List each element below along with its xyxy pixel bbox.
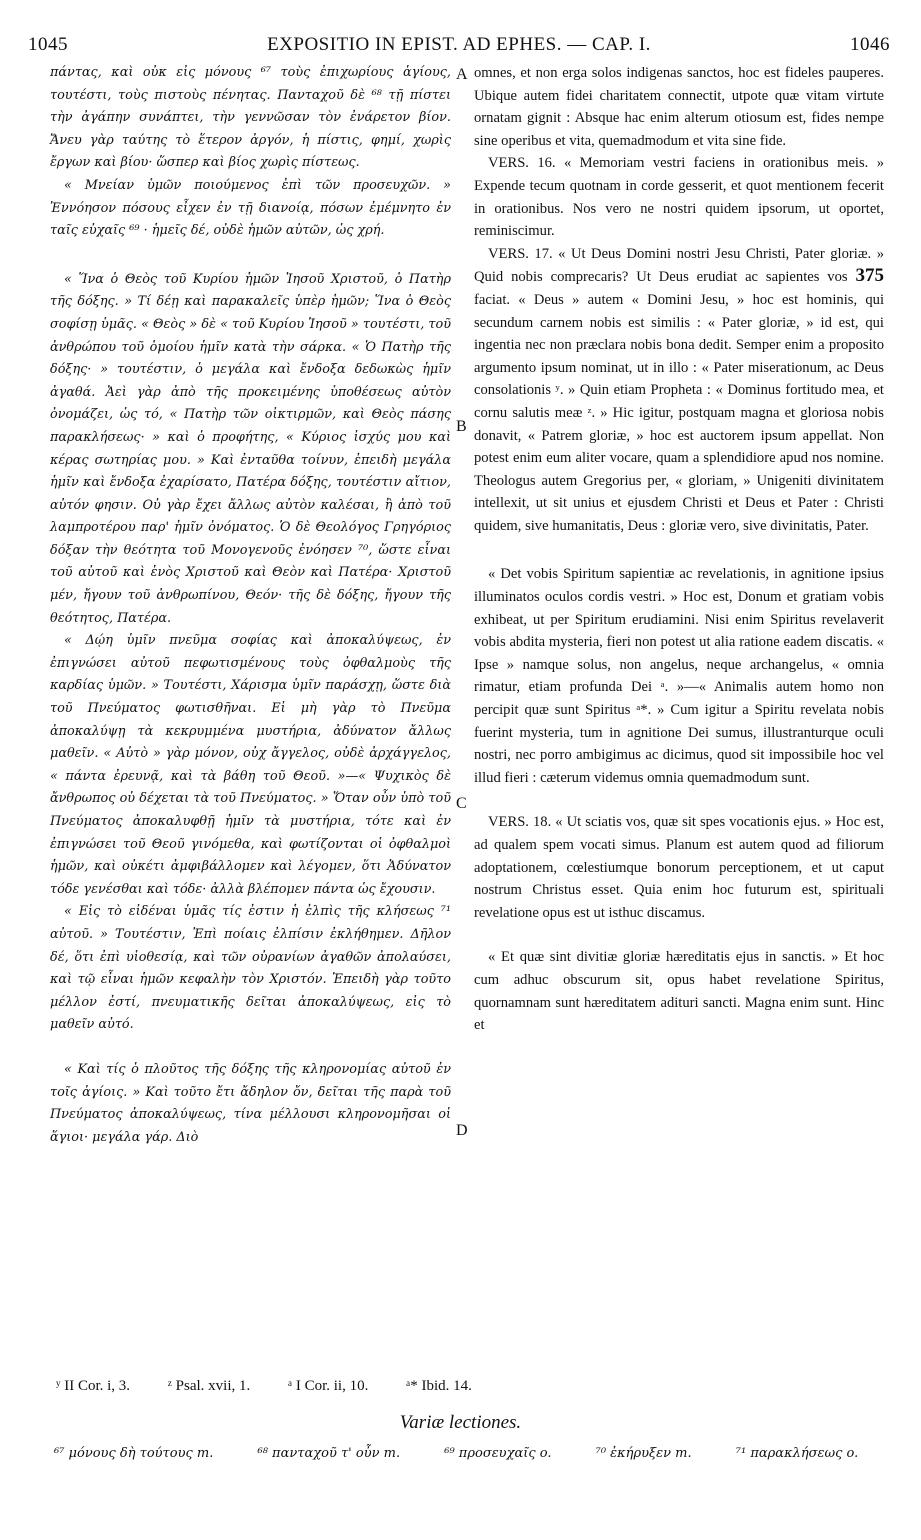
greek-paragraph: « Ἵνα ὁ Θεὸς τοῦ Κυρίου ἡμῶν Ἰησοῦ Χριστοῦ, ὁ Πατὴρ τῆς δόξης. » Τί δέῃ καὶ παρακαλεῖς ὑπὲρ ἡμῶν; Ἵνα ὁ Θεὸς σοφίσῃ ὑμᾶς. « Θεὸς » δὲ « τοῦ Κυρίου Ἰησοῦ » τουτέστι, τοῦ ἀνθρώπου τοῦ ὁμοίου ἡμῖν κατὰ τὴν σάρκα. « Ὁ Πατὴρ τῆς δόξης· » τουτέστιν, ὁ μεγάλα καὶ ἔνδοξα δεδωκὼς ἡμῖν ἀγαθά. Ἀεὶ γὰρ ἀπὸ τῆς προκειμένης ὑποθέσεως αὐτὸν ὀνομάζει, ὡς τό, « Πατὴρ τῶν οἰκτιρμῶν, καὶ Θεὸς πάσης παρακλήσεως· » καὶ ὁ προφήτης, « Κύριος ἰσχύς μου καὶ κέρας σωτηρίας μου. » Καὶ ἐνταῦθα τοίνυν, ἐπειδὴ μεγάλα ἡμῖν καὶ ἔνδοξα ἐχαρίσατο, Πατέρα δόξης, τουτέστιν αἴτιον, αὐτόν φησιν. Οὐ γὰρ ἔχει ἄλλως αὐτὸν καλέσαι, ἢ ἀπὸ τοῦ λαμπροτέρου παρ' ἡμῖν ὀνόματος. Ὁ δὲ Θεολόγος Γρηγόριος δόξαν τὴν θεότητα τοῦ Μονογενοῦς ἐνόησεν ⁷⁰, ὥστε εἶναι τοῦ αὐτοῦ καὶ ἑνὸς Χριστοῦ καὶ Θεὸν καὶ Πατέρα· Χριστοῦ μέν, ἤγουν τοῦ ἀνθρωπίνου, Θεόν· τῆς δὲ δόξης, ἤγουν τῆς θεότητος, Πατέρα.: [50, 271, 451, 626]
latin-text: VERS. 17. « Ut Deus Domini nostri Jesu Christi, Pater gloriæ. » Quid nobis comprecaris? Ut Deus erudiat ac sapientes vos: [474, 245, 884, 286]
page-number-right: 1046: [850, 34, 890, 55]
running-title: EXPOSITIO IN EPIST. AD EPHES. — CAP. I.: [267, 34, 651, 55]
margin-marker-b: B: [456, 418, 467, 435]
latin-column: [474, 62, 884, 1037]
variant-readings: [54, 1446, 904, 1461]
footnotes: [56, 1378, 896, 1395]
latin-paragraph: VERS. 16. « Memoriam vestri faciens in orationibus meis. » Expende tecum quotnam in corde gesserit, et quot mentionem fecerit in orationibus. Nos vero ne nostri quidem ipsorum, ut oportet, reminiscimur.: [474, 155, 884, 240]
variant-reading: ⁶⁹ προσευχαῖς o.: [444, 1446, 552, 1461]
greek-paragraph: « Εἰς τὸ εἰδέναι ὑμᾶς τίς ἐστιν ἡ ἐλπὶς τῆς κλήσεως ⁷¹ αὐτοῦ. » Τουτέστιν, Ἐπὶ ποίαις ἐλπίσιν ἐκλήθημεν. Δῆλον δέ, ὅτι ἐπὶ υἱοθεσίᾳ, καὶ τῶν οὐρανίων ἀγαθῶν ἀπολαύσει, καὶ τῷ εἶναι ἡμῶν κεφαλὴν τὸν Χριστόν. Ἐπειδὴ γὰρ τοῦτο μέλλον ἐστί, πνευματικῆς δεῖται ἀποκαλύψεως, εἰς τὸ μαθεῖν αὐτό.: [50, 904, 451, 1033]
greek-paragraph: « Δῴη ὑμῖν πνεῦμα σοφίας καὶ ἀποκαλύψεως, ἐν ἐπιγνώσει αὐτοῦ πεφωτισμένους τοὺς ὀφθαλμοὺς τῆς καρδίας ὑμῶν. » Τουτέστι, Χάρισμα ὑμῖν παράσχῃ, ὥστε διὰ τοῦ Πνεύματος φωτισθῆναι. Εἰ μὴ γὰρ τὸ Πνεῦμα ἀποκαλύψῃ τὰ κεκρυμμένα μυστήρια, ἀδύνατον ἄλλως μαθεῖν. « Αὐτὸ » γὰρ μόνον, οὐχ ἄγγελος, οὐδὲ ἀρχάγγελος, « πάντα ἐρευνᾷ, καὶ τὰ βάθη τοῦ Θεοῦ. »—« Ψυχικὸς δὲ ἄνθρωπος οὐ δέχεται τὰ τοῦ Πνεύματος. » Ὅταν οὖν ὑπὸ τοῦ Πνεύματος ἀποκαλυφθῇ ἡμῖν τὰ μυστήρια, τότε καὶ ἐν ἐπιγνώσει τοῦ Θεοῦ γινόμεθα, καὶ φωτίζονται οἱ ὀφθαλμοὶ ἡμῶν, καὶ οὐκέτι ἀμφιβάλλομεν καὶ λέγομεν, ὅτι Ἀδύνατον τόδε γενέσθαι καὶ τόδε· ἀλλὰ βλέπομεν πάντα ὡς ἔχουσιν.: [50, 633, 451, 897]
variant-reading: ⁶⁸ πανταχοῦ τ' οὖν m.: [257, 1446, 401, 1461]
greek-paragraph: « Μνείαν ὑμῶν ποιούμενος ἐπὶ τῶν προσευχῶν. » Ἐννόησον πόσους εἶχεν ἐν τῇ διανοίᾳ, πόσων ἐμέμνητο ἐν ταῖς εὐχαῖς ⁶⁹ · ἡμεῖς δέ, οὐδὲ ἡμῶν αὐτῶν, ὡς χρή.: [50, 177, 451, 239]
latin-paragraph: VERS. 18. « Ut sciatis vos, quæ sit spes vocationis ejus. » Hoc est, ad qualem spem vocati simus. Planum est autem quod ad filiorum adoptationem, cœlestiumque bonorum perceptionem, et ut caput nostrum Christus esset. Quia enim hoc futurum est, spirituali revelatione opus est ut isthuc discamus.: [474, 814, 884, 921]
variant-reading: ⁷⁰ ἐκήρυξεν m.: [595, 1446, 692, 1461]
footnote: ᵃ* Ibid. 14.: [406, 1378, 472, 1394]
latin-paragraph: [474, 243, 884, 538]
margin-marker-d: D: [456, 1122, 468, 1139]
variae-lectiones-heading: Variæ lectiones.: [399, 1412, 522, 1433]
footnote: ʸ II Cor. i, 3.: [56, 1378, 131, 1394]
variant-reading: ⁶⁷ μόνους δὴ τούτους m.: [54, 1446, 214, 1461]
running-header: [28, 34, 890, 60]
footnote: ᶻ Psal. xvii, 1.: [167, 1378, 251, 1394]
greek-column: [50, 62, 451, 1149]
page-number-left: 1045: [28, 34, 68, 55]
footnote: ᵃ I Cor. ii, 10.: [288, 1378, 369, 1394]
variant-reading: ⁷¹ παρακλήσεως o.: [735, 1446, 859, 1461]
latin-paragraph: « Det vobis Spiritum sapientiæ ac revelationis, in agnitione ipsius illuminatos oculos cordis vestri. » Hoc est, Donum et gratiam vobis exhibeat, ut per Spiritum erudiamini. Nisi enim Spiritus revelaverit vobis abdita mysteria, fieri non potest ut alia ratione eadem discatis. « Ipse » namque solus, non angelus, neque archangelus, « omnia rimatur, etiam profunda Dei ᵃ. »—« Animalis autem homo non percipit quæ sunt Spiritus ᵃ*. » Cum igitur a Spiritu revelata nobis fuerint mysteria, tum in agnitione Dei sumus, illustranturque oculi nostri, nec porro ambigimus ac dicimus, quod sit impossibile hoc vel illud fieri : cæterum videmus omnia quemadmodum sunt.: [474, 566, 884, 786]
greek-paragraph: « Καὶ τίς ὁ πλοῦτος τῆς δόξης τῆς κληρονομίας αὐτοῦ ἐν τοῖς ἁγίοις. » Καὶ τοῦτο ἔτι ἄδηλον ὄν, δεῖται τῆς παρὰ τοῦ Πνεύματος ἀποκαλύψεως, τίνα μέλλουσι κληρονομῆσαι οἱ ἅγιοι· μεγάλα γάρ. Διὸ: [50, 1061, 451, 1145]
margin-marker-a: A: [456, 66, 468, 83]
greek-paragraph: πάντας, καὶ οὐκ εἰς μόνους ⁶⁷ τοὺς ἐπιχωρίους ἁγίους, τουτέστι, τοὺς πιστοὺς πένητας. Πανταχοῦ δὲ ⁶⁸ τῇ πίστει τὴν ἀγάπην συνάπτει, τὴν γεννῶσαν τὸν ἐνάρετον βίον. Ἄνευ γὰρ ταύτης τὸ ἕτερον ἀργόν, ἡ πίστις, φημί, χωρὶς ἔργων καὶ βίου· ὥσπερ καὶ βίος χωρὶς πίστεως.: [50, 65, 451, 171]
latin-text: faciat. « Deus » autem « Domini Jesu, » hoc est hominis, qui secundum carnem nobis est similis : « Pater gloriæ, » id est, qui ingentia nec non præclara nobis bona dedit. Semper enim a proposito argumento ipsum nominat, ut in illo : « Pater miserationum, ac Deus consolationis ʸ. » Quin etiam Propheta : « Dominus fortitudo mea, et cornu salutis meæ ᶻ. » Hic igitur, postquam magna et gloriosa nobis donavit, « Patrem gloriæ, » hoc est auctorem ipsum appellat. Non potest enim eum aliter vocare, quam a splendidiore apud nos nomine. Theologus autem Gregorius per, « gloriam, » Unigeniti divinitatem intellexit, ut sit unius et ejusdem Christi et Deus et Pater : Christi quidem, sive humanitatis, Deus : gloriæ vero, sive divinitatis, Pater.: [474, 291, 884, 534]
column-number: 375: [855, 265, 884, 287]
margin-marker-c: C: [456, 795, 467, 812]
latin-paragraph: omnes, et non erga solos indigenas sanctos, hoc est fideles pauperes. Ubique autem fidei charitatem connectit, utpote quæ vitam virtute ornatam gignit : Absque hac enim alterum otiosum est, fides nempe sine operibus et vita, quemadmodum et vita sine fide.: [474, 65, 884, 149]
latin-paragraph: « Et quæ sint divitiæ gloriæ hæreditatis ejus in sanctis. » Et hoc cum adhuc obscurum sit, opus habet revelatione Spiritus, quornamnam sunt hæreditatem adituri sancti. Magna enim sunt. Hinc et: [474, 949, 884, 1034]
